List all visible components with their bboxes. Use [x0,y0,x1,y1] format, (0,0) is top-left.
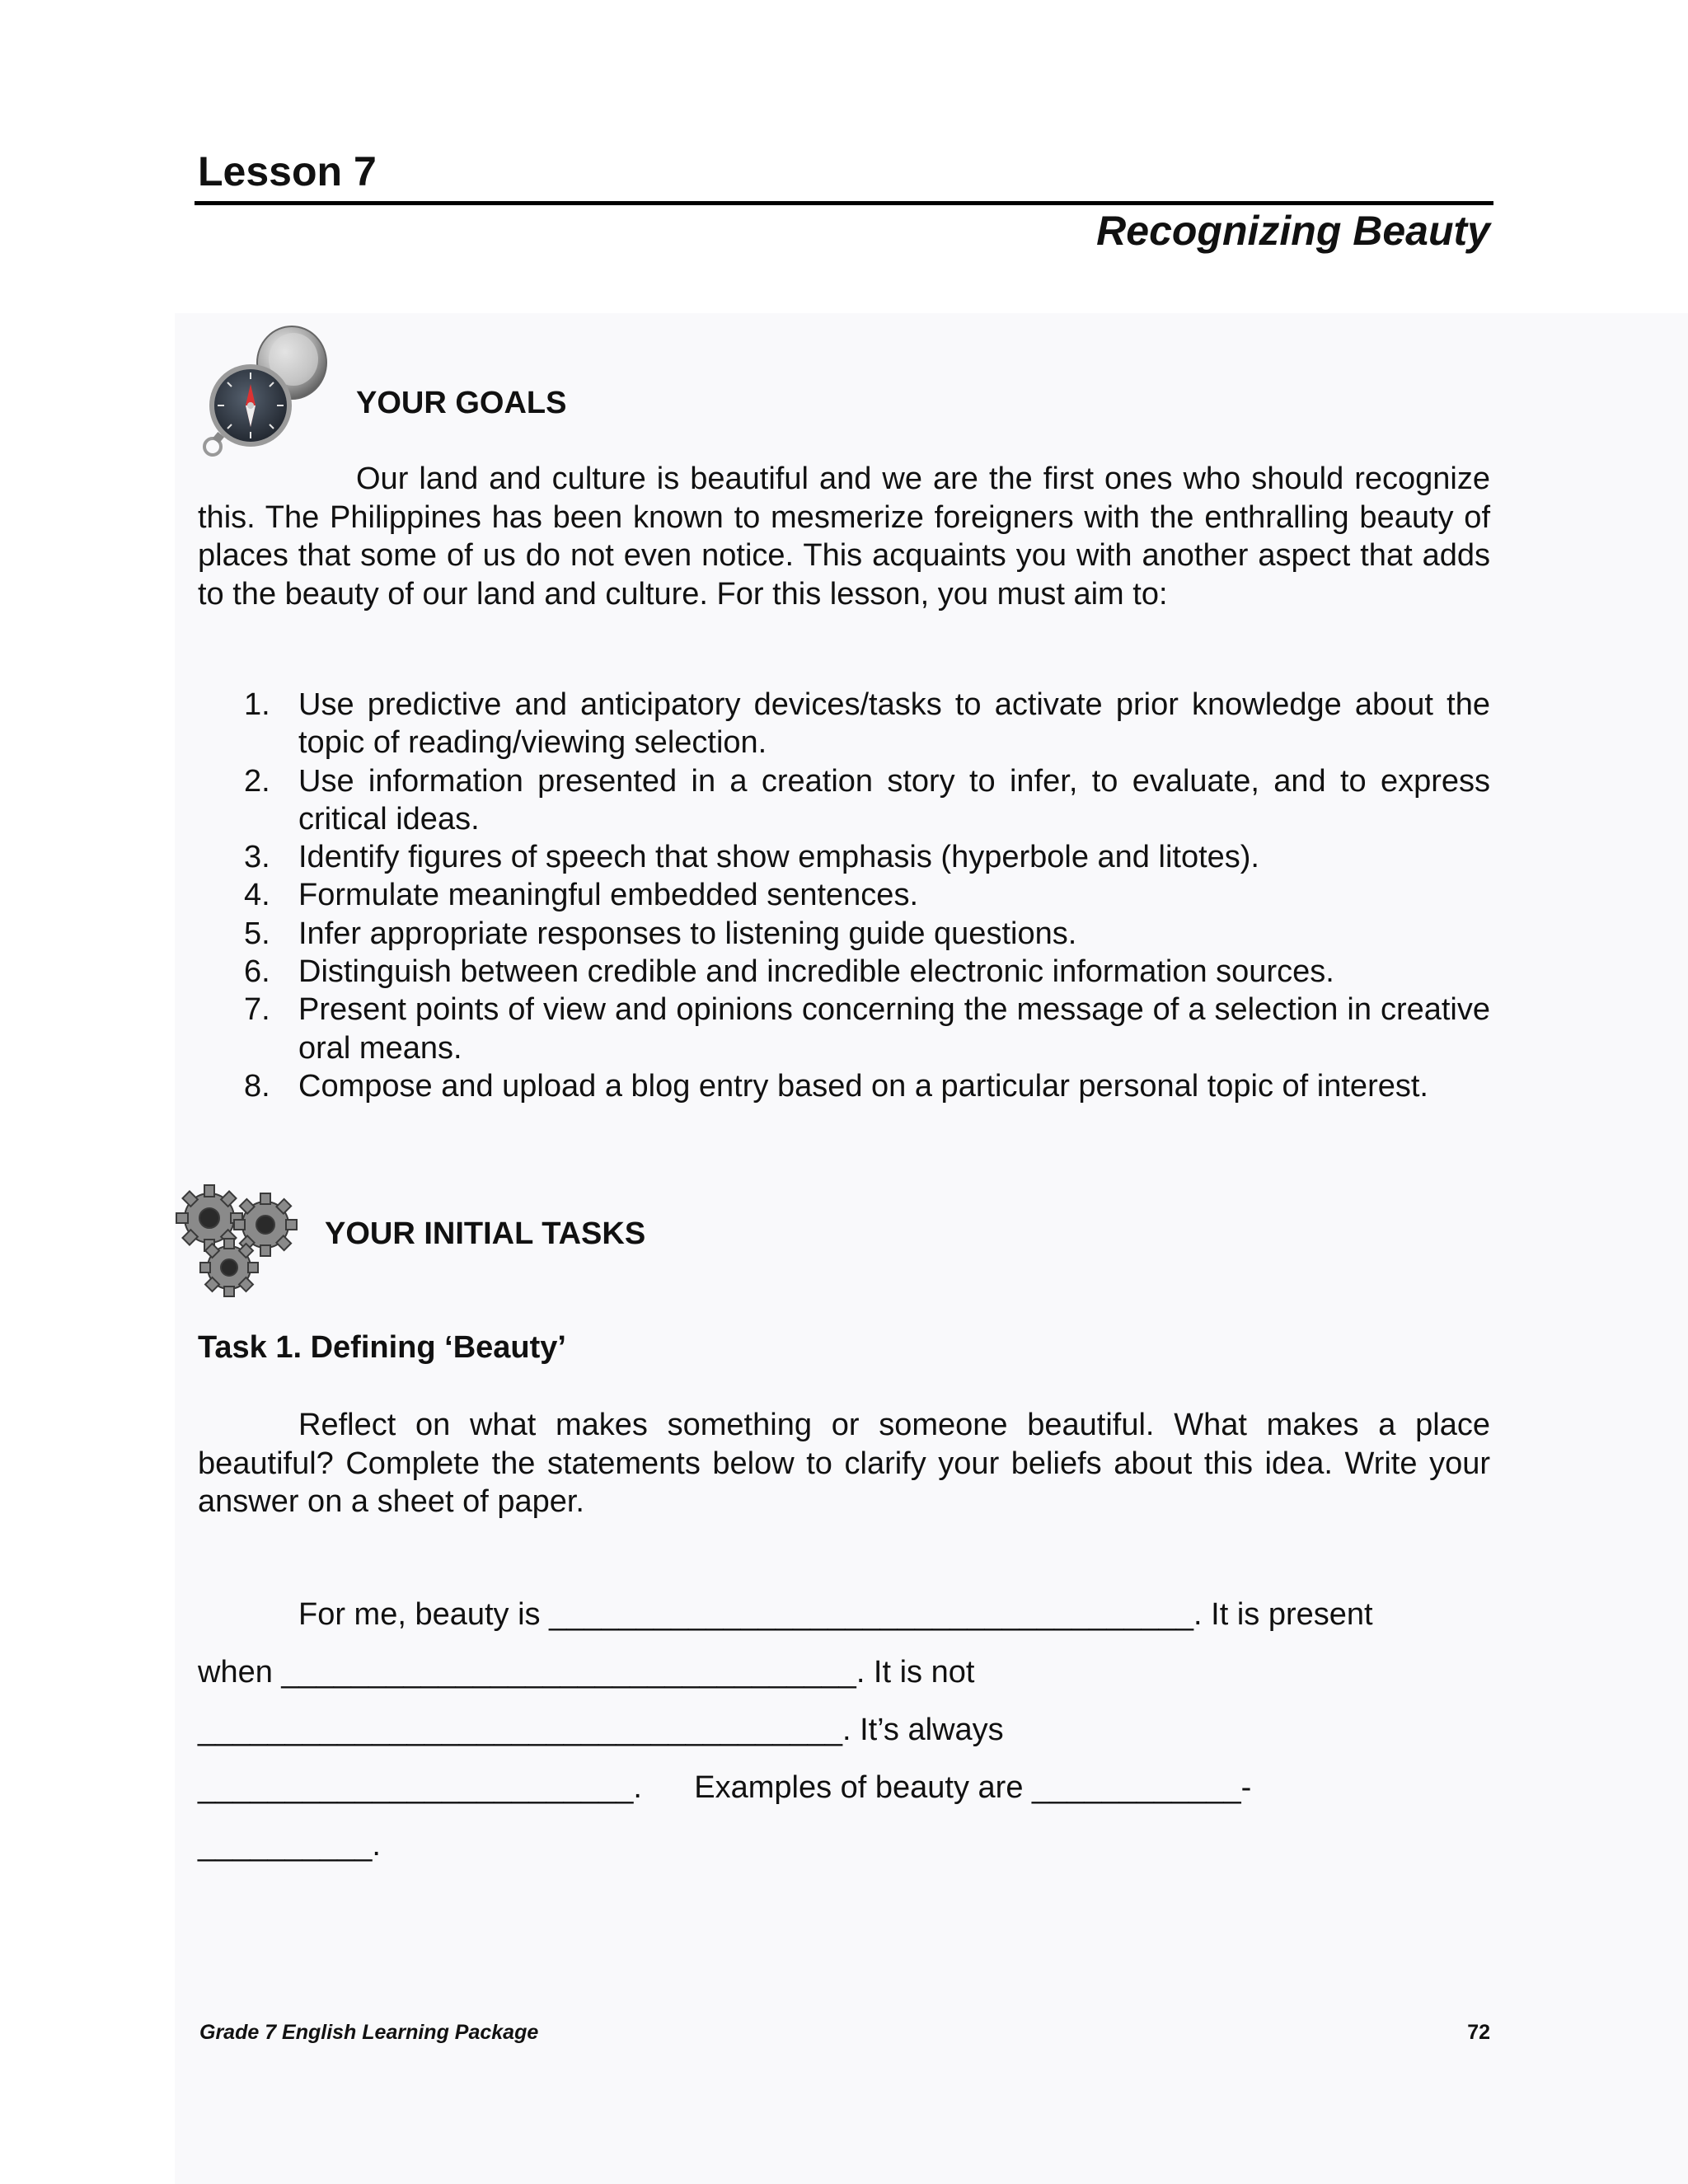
goals-intro: Our land and culture is beautiful and we are the first ones who should recognize this. The Philippines has been known to mesmerize foreigners with the enthralling beauty of places that some of us do not even notice. This acquaints you with another aspect that adds to the beauty of our land and culture. For this lesson, you must aim to: [198,462,1490,612]
fill-in-line: For me, beauty is _____________________________________. It is present [298,1597,1373,1632]
list-item: 7. Present points of view and opinions concerning the message of a selection in creative oral means. [244,992,1490,1066]
page-number: 72 [1467,2021,1490,2044]
list-item: 5. Infer appropriate responses to listening guide questions. [244,916,1077,951]
task1-instructions: Reflect on what makes something or someone beautiful. What makes a place beautiful? Complete the statements below to clarify your beliefs about this idea. Write your answer on a sheet of paper. [198,1408,1490,1519]
initial-tasks-heading: YOUR INITIAL TASKS [325,1216,646,1251]
list-item: 1. Use predictive and anticipatory devices/tasks to activate prior knowledge about the topic of reading/viewing selection. [244,687,1490,761]
list-item: 6. Distinguish between credible and incredible electronic information sources. [244,954,1334,990]
goals-heading: YOUR GOALS [356,386,567,420]
list-item: 2. Use information presented in a creation story to infer, to evaluate, and to express critical ideas. [244,763,1490,837]
goals-list [244,686,1490,1105]
compass-icon [195,323,335,476]
task1-heading: Task 1. Defining ‘Beauty’ [198,1330,566,1365]
fill-in-line: __________. [198,1828,381,1863]
list-item: 3. Identify figures of speech that show emphasis (hyperbole and litotes). [244,840,1259,875]
fill-in-line: when _________________________________. It is not [198,1655,975,1690]
lesson-title: Recognizing Beauty [1096,208,1490,254]
list-item: 4. Formulate meaningful embedded sentences. [244,878,919,913]
fill-in-line: _________________________. Examples of beauty are ____________- [198,1770,1252,1805]
lesson-label: Lesson 7 [198,148,377,194]
gears-icon [173,1182,305,1301]
footer-title: Grade 7 English Learning Package [199,2021,539,2044]
list-item: 8. Compose and upload a blog entry based on a particular personal topic of interest. [244,1068,1428,1104]
fill-in-line: _____________________________________. It’s always [198,1713,1004,1747]
